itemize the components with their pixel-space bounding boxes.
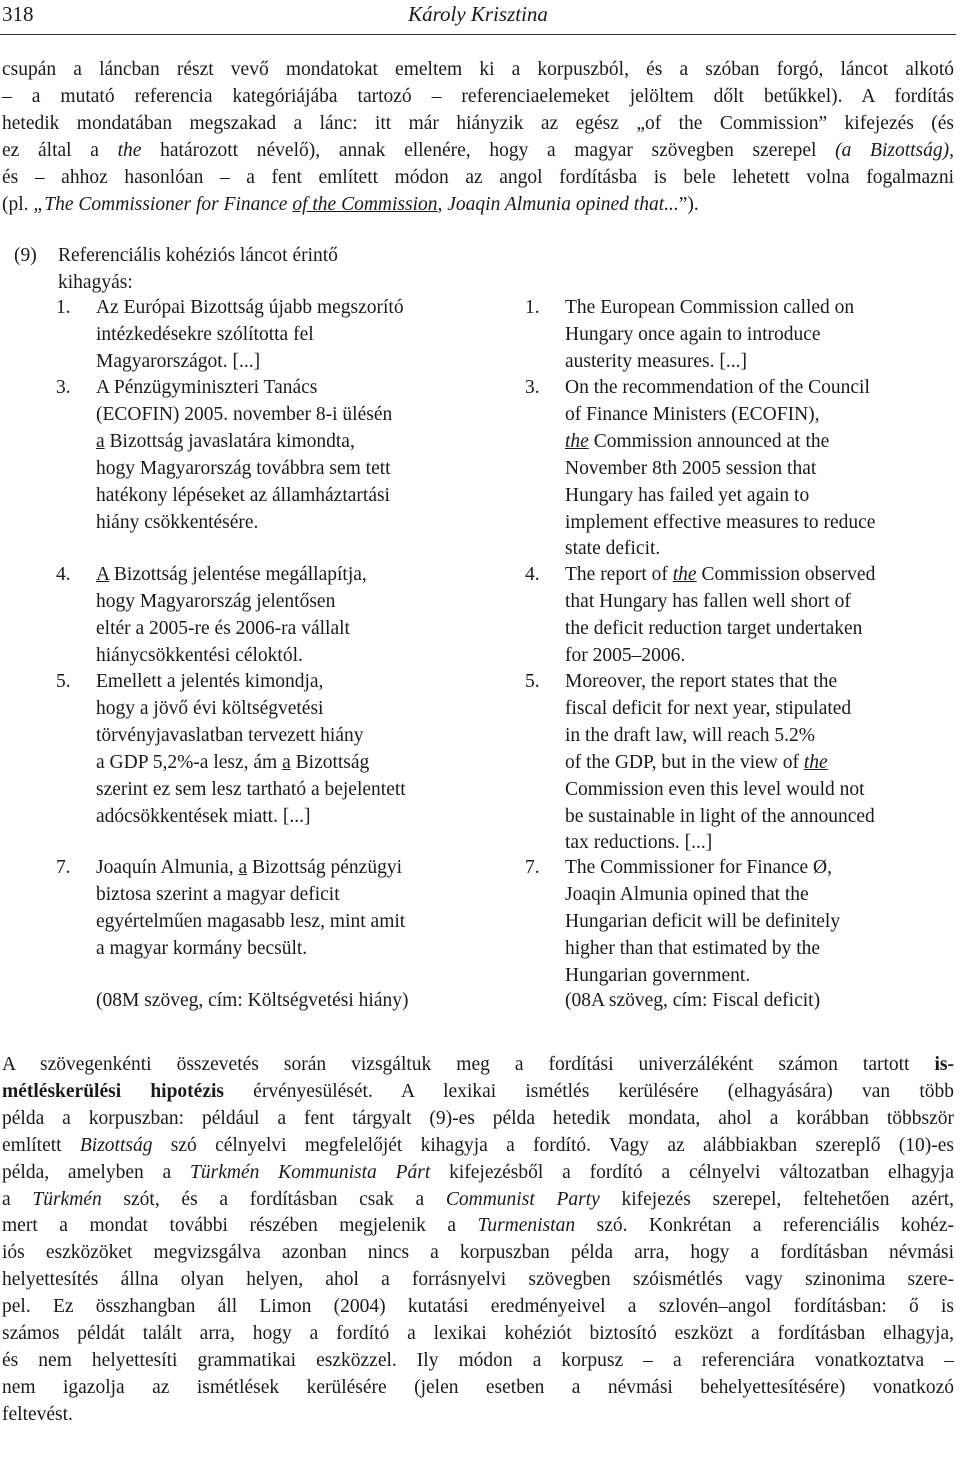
text-run: Bizottság javaslatára kimondta, [104, 430, 355, 452]
text-run: Commission announced at the [588, 430, 830, 452]
text-run: említett [2, 1134, 80, 1156]
item-number: 1. [56, 297, 71, 318]
item-text [565, 295, 960, 376]
item-number: 5. [56, 671, 71, 692]
text-line: that Hungary has fallen well short of [565, 590, 851, 612]
text-line: helyettesítés állna olyan helyen, ahol a forrásnyelvi szövegben szóismétlés vagy szinonima szere- [2, 1269, 954, 1291]
text-run: Bizottság [290, 751, 370, 773]
item-number: 7. [56, 857, 71, 878]
text-line: Hungarian deficit will be definitely [565, 910, 841, 932]
text-line: nem igazolja az ismétlések kerülésére (jelen esetben a névmási behelyettesítésére) vonatkozó [2, 1376, 954, 1398]
text-line: példa a korpuszban: például a fent tárgyalt (9)-es példa hetedik mondata, ahol a korábban többször [2, 1107, 954, 1129]
text-line: Referenciális kohéziós láncot érintő [58, 245, 338, 266]
text-line: austerity measures. [...] [565, 350, 747, 372]
text-line: Magyarországot. [...] [96, 350, 261, 372]
text-line: kihagyás: [58, 271, 133, 293]
page-number: 318 [2, 2, 34, 26]
text-line: hogy a jövő évi költségvetési [96, 697, 324, 719]
text-line: implement effective measures to reduce [565, 511, 876, 533]
text-line [2, 1052, 954, 1079]
text-line: for 2005–2006. [565, 644, 686, 666]
text-run: kifejezésből a fordító a célnyelvi változatban elhagyja [430, 1161, 954, 1183]
text-run: mert a mondat további részében megjelenik a [2, 1215, 478, 1237]
text-line: hogy Magyarország továbbra sem tett [96, 457, 391, 479]
text-run: Bizottság jelentése megállapítja, [109, 564, 367, 585]
example-title [58, 243, 418, 297]
text-run: Commission observed [696, 564, 876, 585]
italic-term: Türkmén [32, 1188, 102, 1210]
text-run: szót, és a fordításban csak a [101, 1188, 446, 1210]
example-number: (9) [14, 245, 37, 266]
text-line: és – ahhoz hasonlóan – a fent említett módon az angol fordításba is bele lehetett volna fogalmazni [2, 166, 954, 188]
italic-term: Türkmén Kommunista Párt [190, 1161, 431, 1183]
item-number: 4. [525, 564, 540, 585]
text-line [565, 429, 960, 456]
intro-paragraph [2, 57, 954, 218]
text-line: fiscal deficit for next year, stipulated [565, 697, 852, 719]
item-number: 1. [525, 297, 540, 318]
text-run: ez által a [2, 139, 118, 161]
item-text [96, 855, 516, 963]
text-line: The Commissioner for Finance Ø, [565, 857, 832, 878]
discussion-paragraph [2, 1052, 954, 1429]
text-line: szerint ez sem lesz tartható a bejelentett [96, 778, 406, 800]
text-run: (pl. [2, 193, 34, 215]
underlined-term: the [803, 751, 828, 773]
text-line [565, 562, 960, 589]
item-text [96, 669, 516, 830]
text-run: példa, amelyben a [2, 1161, 191, 1183]
item-number: 7. [525, 857, 540, 878]
text-line [96, 750, 516, 777]
text-line: – a mutató referencia kategóriájába tartozó – referenciaelemeket jelöltem dőlt betűkkel). A fordítás [2, 85, 954, 107]
text-line: Joaqin Almunia opined that the [565, 883, 809, 905]
underlined-term: a [238, 857, 248, 878]
text-run: a GDP 5,2%-a lesz, ám [96, 751, 283, 773]
text-line: A Pénzügyminiszteri Tanács [96, 377, 318, 398]
underlined-term: a [96, 430, 105, 452]
text-run: szó. Konkrétan a referenciális kohéz- [575, 1215, 954, 1237]
text-line: Hungary once again to introduce [565, 323, 821, 345]
text-run: határozott névelő), annak ellenére, hogy a magyar szövegben szerepel [141, 139, 836, 161]
text-run: The report of [565, 564, 673, 585]
text-line: hiánycsökkentési céloktól. [96, 644, 303, 666]
underlined-term: the [672, 564, 697, 585]
text-line: a magyar kormány becsült. [96, 937, 308, 959]
text-line: hetedik mondatában megszakad a lánc: itt már hiányzik az egész „of the Commission” kifejezés (és [2, 112, 954, 134]
text-line: Commission even this level would not [565, 778, 865, 800]
text-run: kifejezés szerepel, feltehetően azért, [599, 1188, 955, 1210]
text-line [96, 429, 516, 456]
bold-term: métléskerülési hipotézis [2, 1080, 224, 1102]
text-line: November 8th 2005 session that [565, 457, 817, 479]
item-text [565, 669, 960, 857]
running-head-author: Károly Krisztina [408, 2, 548, 26]
en-source-note: (08A szöveg, cím: Fiscal deficit) [565, 990, 821, 1011]
text-line: egyértelműen magasabb lesz, mint amit [96, 910, 406, 932]
text-line: of Finance Ministers (ECOFIN), [565, 403, 820, 425]
text-line [96, 562, 516, 589]
item-number: 5. [525, 671, 540, 692]
text-line: state deficit. [565, 538, 661, 560]
italic-term: (a Bizottság), [835, 139, 954, 161]
item-number: 3. [525, 377, 540, 398]
item-text [565, 855, 960, 990]
italic-term: Turmenistan [477, 1215, 576, 1237]
text-line [2, 1079, 954, 1106]
text-line: in the draft law, will reach 5.2% [565, 724, 815, 746]
text-line: Moreover, the report states that the [565, 671, 838, 692]
item-text [565, 562, 960, 670]
text-line: Hungarian government. [565, 964, 751, 986]
text-line: iós eszközöket megvizsgálva azonban nincs a korpuszban példa arra, hogy a fordításban névmási [2, 1242, 954, 1264]
text-line: eltér a 2005-re és 2006-ra vállalt [96, 617, 350, 639]
text-line: adócsökkentések miatt. [...] [96, 805, 311, 827]
text-run: „The Commissioner for Finance [33, 193, 293, 215]
italic-term: Bizottság [79, 1134, 153, 1156]
text-line [2, 1187, 954, 1214]
text-run: érvényesülését. A lexikai ismétlés kerülésére (elhagyására) van több [224, 1080, 954, 1102]
text-line: intézkedésekre szólította fel [96, 323, 314, 345]
item-number: 4. [56, 564, 71, 585]
text-line: hiány csökkentésére. [96, 511, 259, 533]
text-run: szó célnyelvi megfelelőjét kihagyja a fordító. Vagy az alábbiakban szereplő (10)-es [152, 1134, 954, 1156]
text-line [2, 1133, 954, 1160]
text-run: ”). [678, 193, 699, 215]
text-line: Hungary has failed yet again to [565, 484, 810, 506]
text-line: hogy Magyarország jelentősen [96, 590, 336, 612]
text-line: feltevést. [2, 1403, 73, 1425]
text-line: törvényjavaslatban tervezett hiány [96, 724, 364, 746]
text-line: On the recommendation of the Council [565, 377, 870, 398]
item-text [96, 295, 516, 376]
bold-term: is- [934, 1054, 954, 1075]
text-line: hatékony lépéseket az államháztartási [96, 484, 390, 506]
text-run: A szövegenkénti összevetés során vizsgáltuk meg a fordítási univerzáléként számon tartott [2, 1054, 935, 1075]
text-line: (ECOFIN) 2005. november 8-i ülésén [96, 403, 393, 425]
underlined-term: a [282, 751, 291, 773]
text-run: , Joaqin Almunia opined that... [437, 193, 679, 215]
italic-term: the [117, 139, 142, 161]
text-line [2, 138, 954, 165]
text-line: Emellett a jelentés kimondja, [96, 671, 324, 692]
text-line: csupán a láncban részt vevő mondatokat emeltem ki a korpuszból, és a szóban forgó, láncot alkotó [2, 59, 954, 80]
text-line [96, 855, 516, 882]
text-line [2, 1213, 954, 1240]
text-line: biztosa szerint a magyar deficit [96, 883, 340, 905]
text-line [565, 750, 960, 777]
text-line: tax reductions. [...] [565, 832, 713, 854]
italic-quote [33, 194, 678, 215]
text-line: higher than that estimated by the [565, 937, 821, 959]
text-run: of the GDP, but in the view of [565, 751, 804, 773]
underlined-term: A [96, 564, 110, 585]
text-run: Joaquín Almunia, [96, 857, 239, 878]
text-run: Bizottság pénzügyi [247, 857, 402, 878]
example-heading [14, 243, 338, 293]
underlined-term: of the Commission [292, 193, 438, 215]
item-text [96, 562, 516, 670]
text-line: számos példát talált arra, hogy a fordító a lexikai kohéziót biztosító eszközt a fordításban elhagyja, [2, 1323, 954, 1345]
text-line: the deficit reduction target undertaken [565, 617, 863, 639]
text-line: pel. Ez összhangban áll Limon (2004) kutatási eredményeivel a szlovén–angol fordításban: ő is [2, 1296, 954, 1318]
hu-source-note: (08M szöveg, cím: Költségvetési hiány) [96, 990, 409, 1011]
text-line: és nem helyettesíti grammatikai eszközzel. Ily módon a korpusz – a referenciára vonatkoztatva – [2, 1349, 954, 1371]
page-header [0, 0, 956, 35]
item-text [96, 375, 516, 536]
item-text [565, 375, 960, 563]
item-number: 3. [56, 377, 71, 398]
text-run: a [2, 1188, 33, 1210]
underlined-term: the [565, 430, 589, 452]
text-line: Az Európai Bizottság újabb megszorító [96, 297, 404, 318]
text-line: be sustainable in light of the announced [565, 805, 875, 827]
text-line [2, 1160, 954, 1187]
text-line: The European Commission called on [565, 297, 855, 318]
italic-term: Communist Party [445, 1188, 600, 1210]
text-line [2, 192, 954, 219]
